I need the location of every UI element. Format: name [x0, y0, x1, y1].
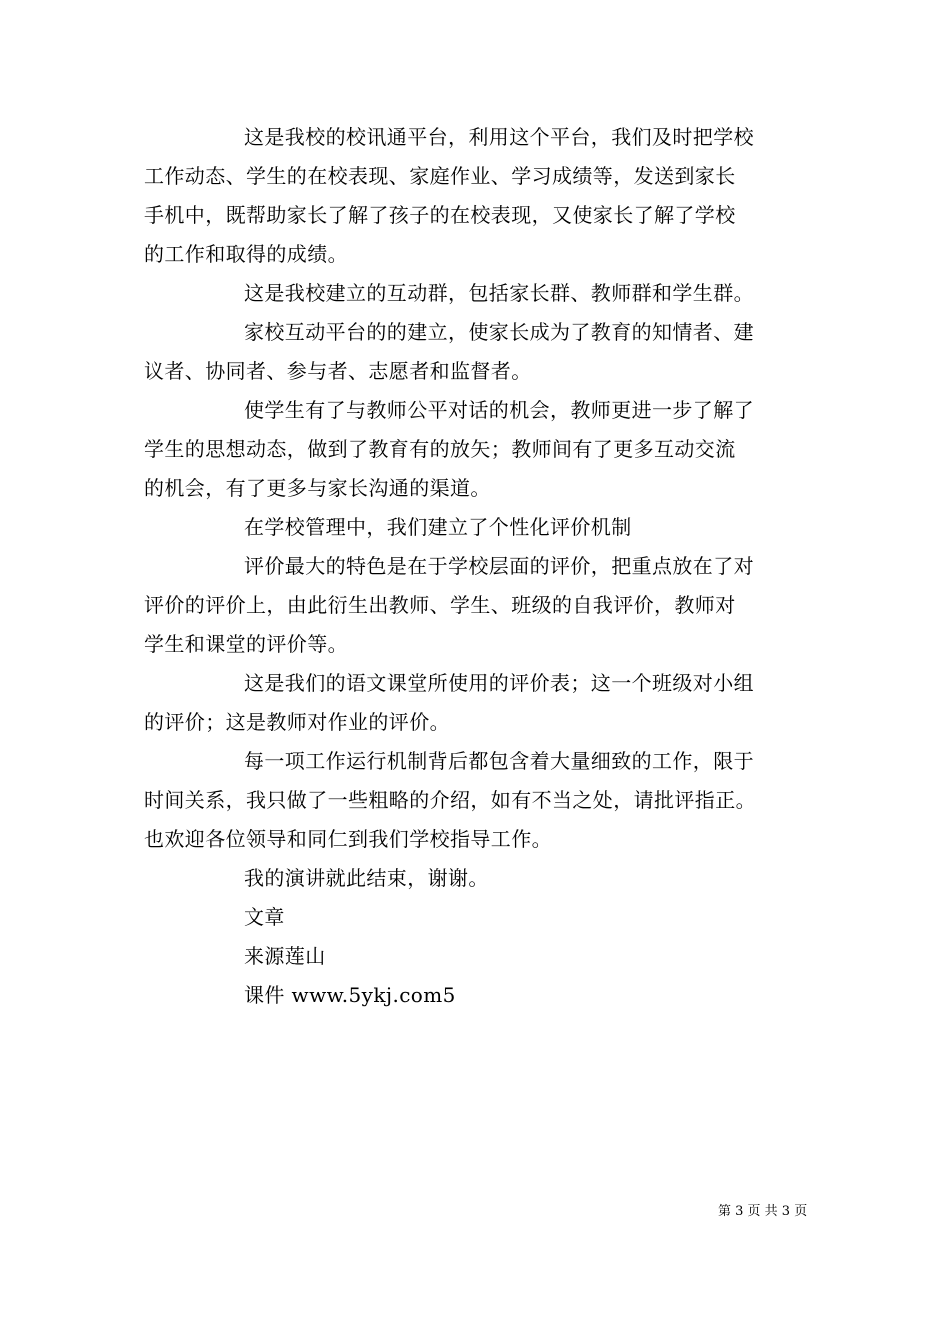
text-line: 议者、协同者、参与者、志愿者和监督者。: [144, 359, 532, 383]
text-line: 文章: [244, 905, 285, 929]
text-line: 学生的思想动态，做到了教育有的放矢；教师间有了更多互动交流: [144, 437, 736, 461]
text-line: 这是我们的语文课堂所使用的评价表；这一个班级对小组: [244, 671, 754, 695]
text-line: 的机会，有了更多与家长沟通的渠道。: [144, 476, 491, 500]
text-line: 来源莲山: [244, 944, 326, 968]
text-line: 手机中，既帮助家长了解了孩子的在校表现，又使家长了解了学校: [144, 203, 736, 227]
document-body: [144, 118, 809, 1015]
text-line: 这是我校建立的互动群，包括家长群、教师群和学生群。: [244, 281, 754, 305]
text-line: 评价的评价上，由此衍生出教师、学生、班级的自我评价，教师对: [144, 593, 736, 617]
text-line: 学生和课堂的评价等。: [144, 632, 348, 656]
text-line: 的工作和取得的成绩。: [144, 242, 348, 266]
text-line: 工作动态、学生的在校表现、家庭作业、学习成绩等，发送到家长: [144, 164, 736, 188]
text-line: 评价最大的特色是在于学校层面的评价，把重点放在了对: [244, 554, 754, 578]
text-line: 这是我校的校讯通平台，利用这个平台，我们及时把学校: [244, 125, 754, 149]
text-line: 课件 www.5ykj.com5: [244, 983, 456, 1007]
text-line: 也欢迎各位领导和同仁到我们学校指导工作。: [144, 827, 552, 851]
text-line: 时间关系，我只做了一些粗略的介绍，如有不当之处，请批评指正。: [144, 788, 756, 812]
text-line: 每一项工作运行机制背后都包含着大量细致的工作，限于: [244, 749, 754, 773]
text-line: 我的演讲就此结束，谢谢。: [244, 866, 489, 890]
text-line: 的评价；这是教师对作业的评价。: [144, 710, 450, 734]
text-line: 使学生有了与教师公平对话的机会，教师更进一步了解了: [244, 398, 754, 422]
text-line: 在学校管理中，我们建立了个性化评价机制: [244, 515, 632, 539]
page-number-footer: 第 3 页 共 3 页: [718, 1204, 808, 1219]
text-line: 家校互动平台的的建立，使家长成为了教育的知情者、建: [244, 320, 754, 344]
